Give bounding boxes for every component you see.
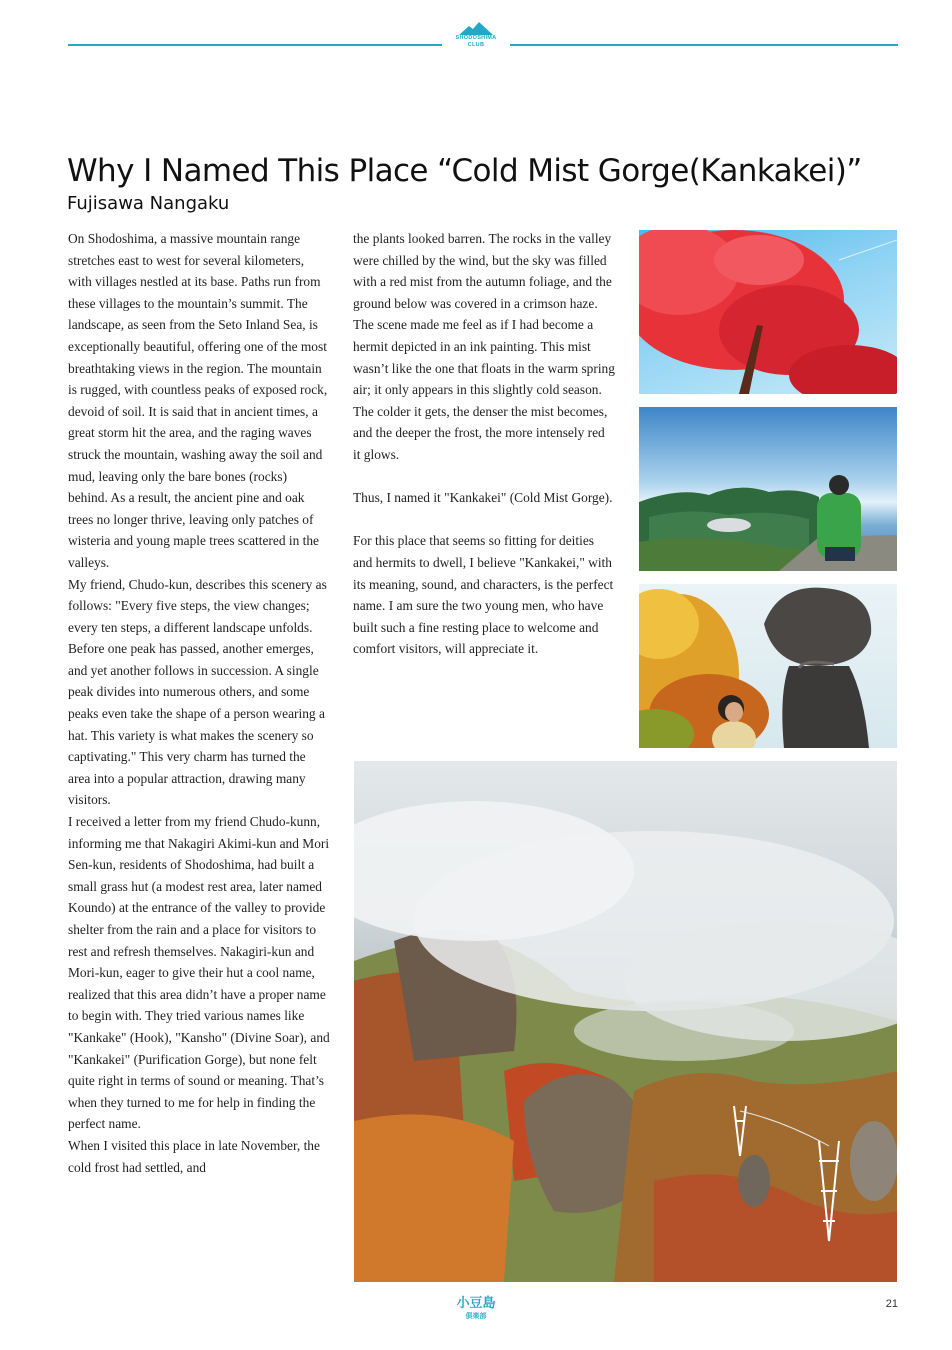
- header-rule-right: [510, 44, 898, 46]
- paragraph: When I visited this place in late November, the cold frost had settled, and: [68, 1137, 320, 1175]
- paragraph: On Shodoshima, a massive mountain range stretches east to west for several kilometers, with villages nestled at its base. Paths run from these villages to the mountain’s summit. The landscape, as seen from the Seto Inland Sea, is exceptionally beautiful, offering one of the most breathtaking views in the region. The mountain is rugged, with countless peaks of exposed rock, devoid of soil. It is said that in ancient times, a great storm hit the area, and the raging waves struck the mountain, washing away the soil and mud, leaving only the bare bones (rocks) behind. As a result, the ancient pine and oak trees no longer thrive, leaving only patches of wisteria and young maple trees scattered in the valleys.: [68, 231, 328, 570]
- photo-hiker-sea-view: [639, 407, 897, 571]
- mountain-icon: [459, 22, 493, 35]
- text-column-1: [68, 228, 330, 1178]
- article-author: Fujisawa Nangaku: [67, 193, 230, 214]
- logo-text-line1: SHODOSHIMA: [455, 35, 497, 41]
- paragraph: My friend, Chudo-kun, describes this scenery as follows: "Every five steps, the view changes; every ten steps, a different landscape unfolds. Before one peak has passed, another emerges, and yet another follows in succession. A single peak divides into numerous others, and some peaks even take the shape of a person wearing a hat. This variety is what makes the scenery so captivating." This very charm has turned the area into a popular attraction, drawing many visitors.: [68, 576, 327, 808]
- paragraph: For this place that seems so fitting for deities and hermits to dwell, I believe "Kankakei," with its meaning, sound, and characters, is the perfect name. I am sure the two young men, who have built such a fine resting place to welcome and comfort visitors, will appreciate it.: [353, 533, 614, 657]
- footer-logo-line2: 倶楽部: [465, 1312, 487, 1320]
- photo-misty-gorge-autumn: [354, 761, 897, 1282]
- paragraph: the plants looked barren. The rocks in the valley were chilled by the wind, but the sky was filled with a red mist from the autumn foliage, and the ground below was covered in a crimson haze. The scene made me feel as if I had become a hermit depicted in an ink painting. This mist wasn’t like the one that floats in the warm spring air; it only appears in this slightly cold season. The colder it gets, the denser the mist becomes, and the deeper the frost, the more intensely red it glows.: [353, 231, 615, 462]
- paragraph: Thus, I named it "Kankakei" (Cold Mist Gorge).: [353, 490, 613, 506]
- header-rule-left: [68, 44, 442, 46]
- photo-red-maple: [639, 230, 897, 394]
- paragraph: I received a letter from my friend Chudo-kunn, informing me that Nakagiri Akimi-kun and Mori Sen-kun, residents of Shodoshima, had built a small grass hut (a modest rest area, later named Koundo) at the entrance of the valley to provide shelter from the rain and a place for visitors to rest and refresh themselves. Nakagiri-kun and Mori-kun, eager to give their hut a cool name, realized that this area didn’t have a proper name to begin with. They tried various names like "Kankake" (Hook), "Kansho" (Divine Soar), and "Kankakei" (Purification Gorge), but none felt quite right in terms of sound or meaning. That’s when they turned to me for help in finding the perfect name.: [68, 814, 330, 1132]
- footer-logo-line1: 小豆島: [456, 1296, 496, 1311]
- article-title: Why I Named This Place “Cold Mist Gorge(Kankakei)”: [67, 153, 862, 189]
- page-number: 21: [885, 1298, 898, 1310]
- photo-balancing-rock: [639, 584, 897, 748]
- logo-text-line2: CLUB: [467, 41, 485, 48]
- text-column-2: [353, 228, 615, 660]
- shodoshima-club-logo: [446, 22, 506, 48]
- footer-logo: [452, 1297, 500, 1321]
